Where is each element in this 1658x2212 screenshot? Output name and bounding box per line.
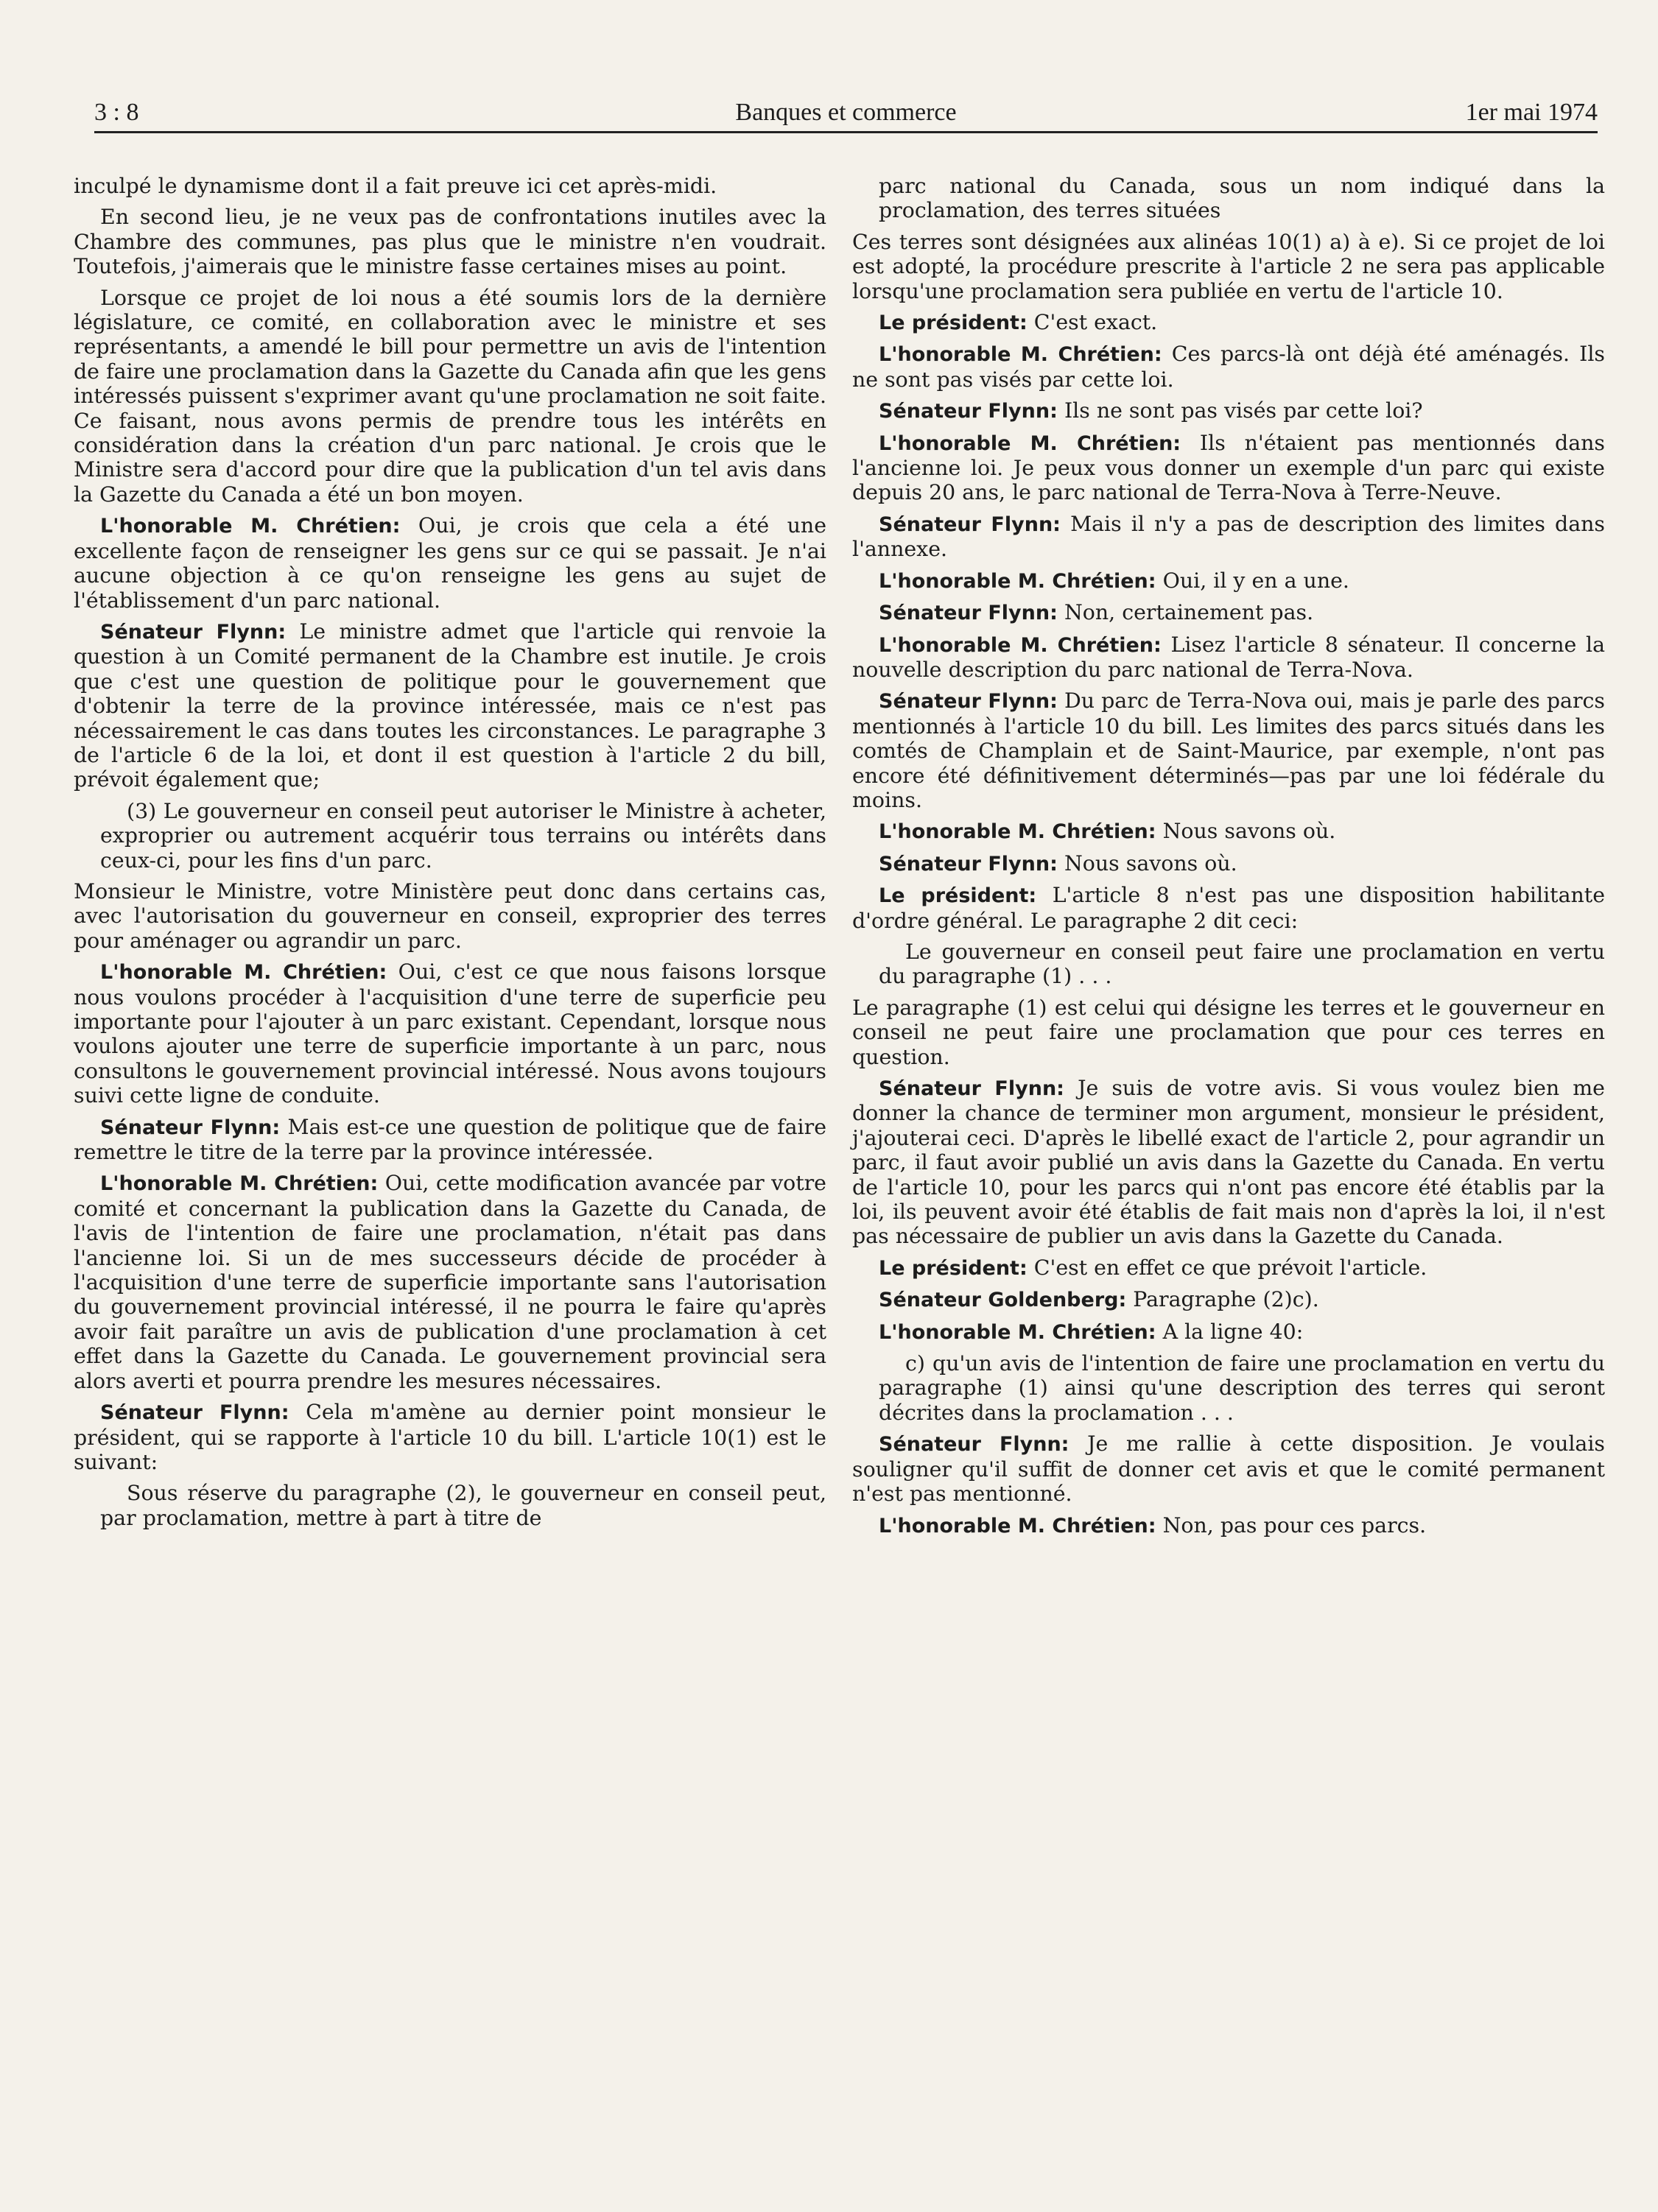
- speech-text: Ils n'étaient pas mentionnés dans l'ancienne loi. Je peux vous donner un exemple d'un parc qui existe depuis 20 ans, le parc national de Terra-Nova à Terre-Neuve.: [852, 430, 1605, 505]
- quoted-text: c) qu'un avis de l'intention de faire une proclamation en vertu du paragraphe (1) ainsi qu'une description des terres qui seront décrites dans la proclamation . . .: [879, 1351, 1605, 1425]
- speaker-name: L'honorable M. Chrétien:: [879, 1514, 1156, 1538]
- speaker-name: L'honorable M. Chrétien:: [100, 515, 401, 538]
- speaker-name: L'honorable M. Chrétien:: [879, 569, 1156, 593]
- speaker-name: Le président:: [879, 311, 1028, 335]
- speech-paragraph: [852, 1431, 1605, 1506]
- page-date: 1er mai 1974: [1465, 99, 1598, 126]
- page-header: [94, 93, 1598, 133]
- speech-paragraph: [74, 1171, 826, 1393]
- speech-paragraph: [74, 513, 826, 613]
- speaker-name: Le président:: [879, 884, 1037, 908]
- speaker-name: Sénateur Flynn:: [879, 690, 1058, 714]
- speech-text: Je suis de votre avis. Si vous voulez bien me donner la chance de terminer mon argument, monsieur le président, j'ajouterai ceci. D'après le libellé exact de l'article 2, pour agrandir un parc, il faut avoir publié un avis dans la Gazette du Canada. En vertu de l'article 10, pour les parcs qui n'ont pas encore été établis par la loi, ils peuvent avoir été établis de fait mais non d'après la loi, il n'est pas nécessaire de publier un avis dans la Gazette du Canada.: [852, 1076, 1605, 1249]
- speech-paragraph: [852, 688, 1605, 812]
- speech-paragraph: [852, 342, 1605, 392]
- speaker-name: L'honorable M. Chrétien:: [879, 432, 1181, 455]
- speaker-name: Sénateur Flynn:: [100, 1116, 281, 1139]
- speech-paragraph: [852, 851, 1605, 876]
- speaker-name: Sénateur Goldenberg:: [879, 1289, 1127, 1312]
- publication-title: Banques et commerce: [735, 99, 957, 126]
- speech-text: Ils ne sont pas visés par cette loi?: [1064, 398, 1423, 423]
- quoted-text: Sous réserve du paragraphe (2), le gouverneur en conseil peut, par proclamation, mettre à part à titre de: [100, 1481, 826, 1530]
- speech-paragraph: [852, 1076, 1605, 1249]
- speaker-name: L'honorable M. Chrétien:: [879, 820, 1156, 844]
- speech-text: Paragraphe (2)c).: [1133, 1287, 1319, 1312]
- page-number: 3 : 8: [94, 99, 139, 126]
- body-paragraph: Ces terres sont désignées aux alinéas 10(1) a) à e). Si ce projet de loi est adopté, la procédure prescrite à l'article 2 ne sera pas applicable lorsqu'une proclamation sera publiée en vertu de l'article 10.: [852, 229, 1605, 303]
- speech-text: Mais est-ce une question de politique que de faire remettre le titre de la terre par la province intéressée.: [74, 1114, 826, 1165]
- speech-text: Mais il n'y a pas de description des limites dans l'annexe.: [852, 511, 1605, 562]
- body-paragraph: Monsieur le Ministre, votre Ministère peut donc dans certains cas, avec l'autorisation du gouverneur en conseil, exproprier des terres pour aménager ou agrandir un parc.: [74, 878, 826, 953]
- quoted-text: parc national du Canada, sous un nom indiqué dans la proclamation, des terres situées: [879, 174, 1605, 223]
- speech-text: Oui, c'est ce que nous faisons lorsque nous voulons procéder à l'acquisition d'une terre de superficie peu importante pour l'ajouter à un parc existant. Cependant, lorsque nous voulons ajouter une terre de superficie importante à un parc, nous consultons le gouvernement provincial intéressé. Nous avons toujours suivi cette ligne de conduite.: [74, 959, 826, 1108]
- speaker-name: Sénateur Flynn:: [879, 852, 1058, 876]
- body-paragraph: inculpé le dynamisme dont il a fait preuve ici cet après-midi.: [74, 174, 717, 198]
- speech-text: Je me rallie à cette disposition. Je voulais souligner qu'il suffit de donner cet avis et que le comité permanent n'est pas mentionné.: [852, 1431, 1606, 1507]
- speech-paragraph: [852, 819, 1605, 844]
- speech-paragraph: [852, 568, 1605, 593]
- speech-paragraph: [852, 310, 1605, 335]
- speech-paragraph: [852, 1255, 1605, 1281]
- speech-paragraph: [852, 512, 1605, 562]
- left-column: [74, 174, 826, 1537]
- speech-text: Nous savons où.: [1064, 850, 1237, 876]
- speech-text: Non, certainement pas.: [1064, 600, 1314, 625]
- speaker-name: Sénateur Flynn:: [100, 1401, 289, 1425]
- speech-paragraph: [74, 1400, 826, 1474]
- speaker-name: Sénateur Flynn:: [879, 1077, 1064, 1100]
- speech-text: Le ministre admet que l'article qui renvoie la question à un Comité permanent de la Chambre est inutile. Je crois que c'est une question de politique pour le gouvernement que d'obtenir la terre de la province intéressée, mais ce n'est pas nécessairement le cas dans toutes les circonstances. Le paragraphe 3 de l'article 6 de la loi, et dont il est question à l'article 2 du bill, prévoit également que;: [74, 619, 826, 792]
- quoted-text: Le gouverneur en conseil peut faire une proclamation en vertu du paragraphe (1) . . .: [879, 939, 1605, 989]
- speaker-name: L'honorable M. Chrétien:: [100, 1172, 379, 1196]
- speech-text: Ces parcs-là ont déjà été aménagés. Ils ne sont pas visés par cette loi.: [852, 342, 1605, 392]
- speech-text: Oui, cette modification avancée par votre comité et concernant la publication dans la Gazette du Canada, de l'avis de l'intention de faire une proclamation, n'était pas dans l'ancienne loi. Si un de mes successeurs décide de procéder à l'acquisition d'une terre de superficie importante sans l'autorisation du gouvernement provincial intéressé, il ne pourra le faire qu'après avoir fait paraître un avis de publication d'une proclamation à cet effet dans la Gazette du Canada. Le gouvernement provincial sera alors averti et pourra prendre les mesures nécessaires.: [74, 1171, 826, 1393]
- speaker-name: L'honorable M. Chrétien:: [879, 343, 1162, 367]
- quoted-text: (3) Le gouverneur en conseil peut autoriser le Ministre à acheter, exproprier ou autrement acquérir tous terrains ou intérêts dans ceux-ci, pour les fins d'un parc.: [100, 798, 826, 873]
- speaker-name: Sénateur Flynn:: [879, 602, 1058, 625]
- speaker-name: L'honorable M. Chrétien:: [879, 1320, 1156, 1344]
- speech-paragraph: [852, 600, 1605, 625]
- speaker-name: Le président:: [879, 1256, 1028, 1280]
- body-paragraph: En second lieu, je ne veux pas de confrontations inutiles avec la Chambre des communes, pas plus que le ministre n'en voudrait. Toutefois, j'aimerais que le ministre fasse certaines mises au point.: [74, 205, 826, 279]
- speech-text: Non, pas pour ces parcs.: [1162, 1512, 1427, 1538]
- body-paragraph: Le paragraphe (1) est celui qui désigne les terres et le gouverneur en conseil ne peut faire une proclamation que pour ces terres en question.: [852, 995, 1605, 1069]
- right-column: [852, 174, 1605, 1545]
- speaker-name: Sénateur Flynn:: [879, 1433, 1069, 1457]
- speech-text: C'est exact.: [1033, 310, 1158, 335]
- speech-paragraph: [852, 883, 1605, 933]
- speech-text: Oui, je crois que cela a été une excellente façon de renseigner les gens sur ce qui se passait. Je n'ai aucune objection à ce qu'on renseigne les gens au sujet de l'établissement d'un parc national.: [74, 513, 827, 613]
- speaker-name: Sénateur Flynn:: [879, 400, 1058, 423]
- body-paragraph: Lorsque ce projet de loi nous a été soumis lors de la dernière législature, ce comité, en collaboration avec le ministre et ses représentants, a amendé le bill pour permettre un avis de l'intention de faire une proclamation dans la Gazette du Canada afin que les gens intéressés puissent s'exprimer avant qu'une proclamation ne soit faite. Ce faisant, nous avons permis de prendre tous les intérêts en considération dans la création d'un parc national. Je crois que le Ministre sera d'accord pour dire que la publication d'un tel avis dans la Gazette du Canada a été un bon moyen.: [74, 285, 826, 507]
- speaker-name: L'honorable M. Chrétien:: [100, 961, 387, 985]
- speech-text: Du parc de Terra-Nova oui, mais je parle des parcs mentionnés à l'article 10 du bill. Les limites des parcs situés dans les comtés de Champlain et de Saint-Maurice, par exemple, n'ont pas encore été définitivement déterminés—pas par une loi fédérale du moins.: [852, 688, 1606, 812]
- speech-paragraph: [74, 959, 826, 1107]
- speech-paragraph: [852, 1513, 1605, 1538]
- speech-paragraph: [852, 1287, 1605, 1312]
- speaker-name: Sénateur Flynn:: [100, 620, 287, 644]
- speech-paragraph: [74, 619, 826, 792]
- speaker-name: L'honorable M. Chrétien:: [879, 633, 1162, 657]
- speaker-name: Sénateur Flynn:: [879, 513, 1061, 536]
- speech-paragraph: [852, 431, 1605, 505]
- speech-text: A la ligne 40:: [1162, 1319, 1304, 1344]
- speech-text: L'article 8 n'est pas une disposition habilitante d'ordre général. Le paragraphe 2 dit ceci:: [852, 883, 1606, 933]
- speech-text: Oui, il y en a une.: [1162, 568, 1349, 593]
- speech-paragraph: [852, 1320, 1605, 1345]
- speech-paragraph: [852, 633, 1605, 683]
- speech-text: Lisez l'article 8 sénateur. Il concerne la nouvelle description du parc national de Terra-Nova.: [852, 632, 1605, 682]
- speech-text: Cela m'amène au dernier point monsieur le président, qui se rapporte à l'article 10 du bill. L'article 10(1) est le suivant:: [74, 1400, 826, 1474]
- speech-paragraph: [74, 1115, 826, 1165]
- speech-paragraph: [852, 398, 1605, 423]
- speech-text: C'est en effet ce que prévoit l'article.: [1033, 1255, 1427, 1280]
- speech-text: Nous savons où.: [1162, 819, 1336, 844]
